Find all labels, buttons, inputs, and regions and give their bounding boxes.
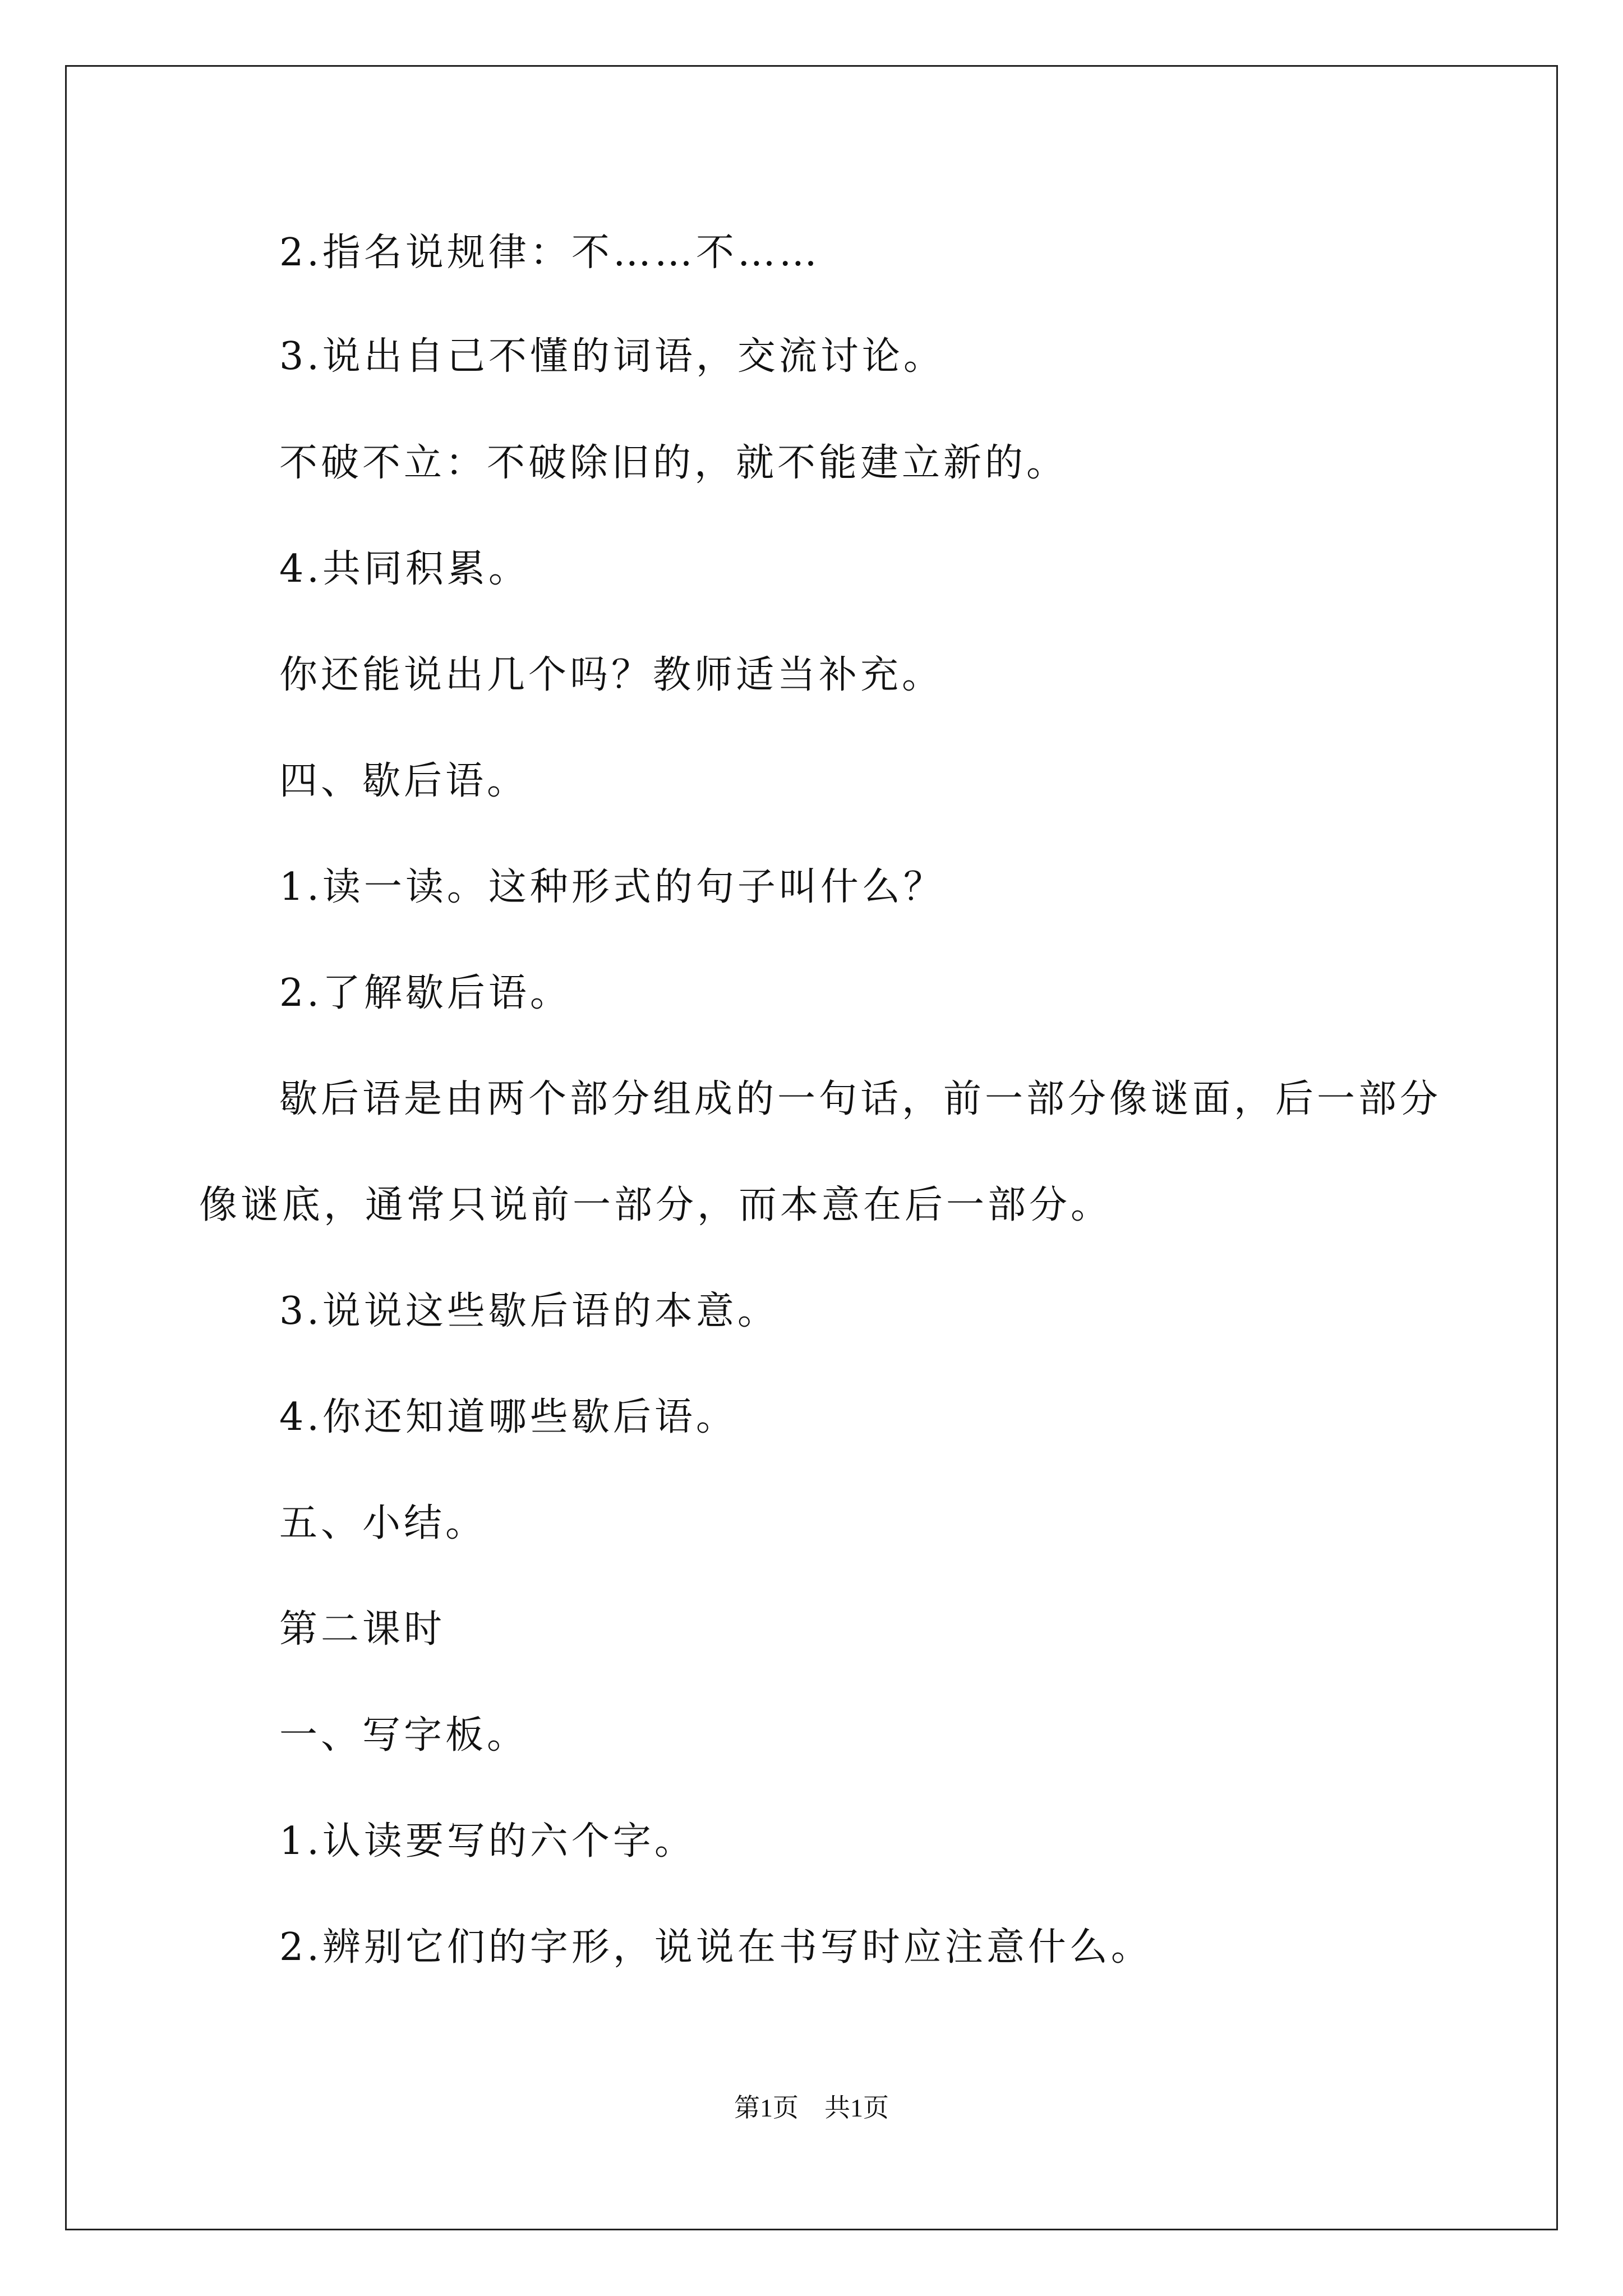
lesson-heading: 第二课时 [279, 1607, 446, 1651]
section-heading: 四、歇后语。 [279, 759, 529, 803]
page-number: 第1页 [734, 2093, 799, 2122]
text-line: 3.说出自己不懂的词语，交流讨论。 [279, 334, 945, 379]
text-line: 3.说说这些歇后语的本意。 [279, 1289, 779, 1333]
text-line: 4.共同积累。 [279, 547, 530, 591]
section-heading: 一、写字板。 [279, 1713, 529, 1757]
page-footer [0, 2091, 1623, 2125]
paragraph-line: 歇后语是由两个部分组成的一句话，前一部分像谜面，后一部分 [279, 1077, 1442, 1121]
paragraph-line: 像谜底，通常只说前一部分，而本意在后一部分。 [199, 1183, 1113, 1227]
text-line: 2.了解歇后语。 [279, 971, 571, 1015]
page-total: 共1页 [824, 2093, 889, 2122]
text-line: 2.指名说规律：不……不…… [279, 231, 820, 275]
text-line: 1.读一读。这种形式的句子叫什么？ [279, 865, 945, 909]
text-line: 不破不立：不破除旧的，就不能建立新的。 [279, 441, 1068, 485]
text-line: 你还能说出几个吗？教师适当补充。 [279, 653, 944, 697]
text-line: 2.辨别它们的字形，说说在书写时应注意什么。 [279, 1925, 1152, 1970]
text-line: 1.认读要写的六个字。 [279, 1819, 696, 1864]
section-heading: 五、小结。 [279, 1501, 487, 1545]
text-line: 4.你还知道哪些歇后语。 [279, 1395, 737, 1439]
